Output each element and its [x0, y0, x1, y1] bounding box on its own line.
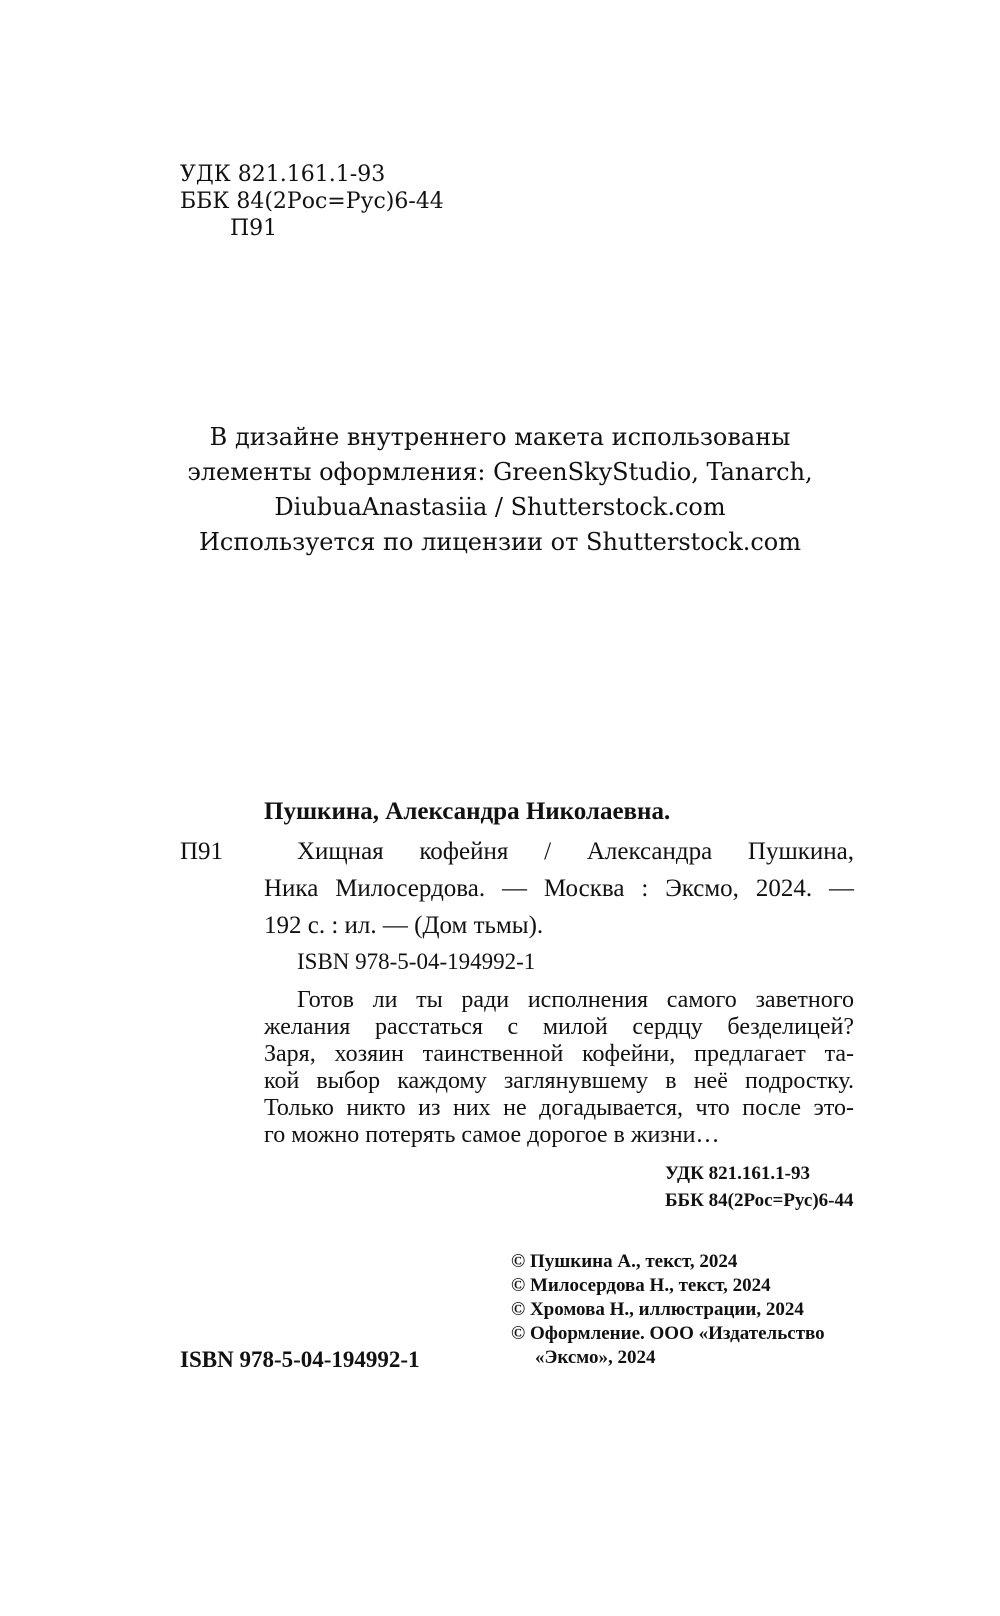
description-line: 192 с. : ил. — (Дом тьмы). [264, 912, 544, 939]
description-line: Хищная кофейня / Александра Пушкина, [297, 838, 854, 865]
copyright-line: © Оформление. ООО «Издательство [511, 1323, 825, 1344]
author-mark: П91 [180, 838, 224, 865]
isbn-record: ISBN 978-5-04-194992-1 [297, 949, 536, 974]
credits-line: В дизайне внутреннего макета использованы [209, 423, 791, 451]
copyright-line: © Милосердова Н., текст, 2024 [511, 1275, 771, 1296]
author-heading: Пушкина, Александра Николаевна. [264, 798, 671, 825]
credits-line: элементы оформления: GreenSkyStudio, Tanarch, [187, 458, 813, 486]
author-mark-top: П91 [230, 216, 278, 241]
credits-line: Используется по лицензии от Shutterstock.com [198, 528, 802, 556]
annotation-line: Заря, хозяин таинственной кофейни, предлагает та- [264, 1041, 854, 1067]
copyright-line: «Эксмо», 2024 [535, 1347, 656, 1368]
bbk-code-bottom: ББК 84(2Рос=Рус)6-44 [665, 1190, 854, 1211]
bbk-code-top: ББК 84(2Рос=Рус)6-44 [180, 189, 444, 214]
copyright-line: © Пушкина А., текст, 2024 [511, 1251, 738, 1272]
bibliographic-description [264, 833, 854, 944]
annotation-line: Только никто из них не догадывается, что после это- [264, 1095, 854, 1121]
annotation-line: Готов ли ты ради исполнения самого заветного [297, 987, 854, 1013]
annotation-line: кой выбор каждому заглянувшему в неё подростку. [264, 1068, 854, 1094]
design-credits [0, 420, 1000, 560]
udk-code-bottom: УДК 821.161.1-93 [665, 1163, 810, 1184]
annotation-line: го можно потерять самое дорогое в жизни… [264, 1122, 720, 1148]
udk-code-top: УДК 821.161.1-93 [180, 162, 386, 187]
annotation-line: желания расстаться с милой сердцу безделицей? [264, 1014, 854, 1040]
annotation [264, 987, 854, 1149]
copyright-notices [511, 1250, 825, 1370]
description-line: Ника Милосердова. — Москва : Эксмо, 2024. — [264, 875, 854, 902]
copyright-line: © Хромова Н., иллюстрации, 2024 [511, 1299, 804, 1320]
credits-line: DiubuaAnastasiia / Shutterstock.com [274, 493, 726, 521]
isbn-bottom: ISBN 978-5-04-194992-1 [180, 1347, 420, 1372]
